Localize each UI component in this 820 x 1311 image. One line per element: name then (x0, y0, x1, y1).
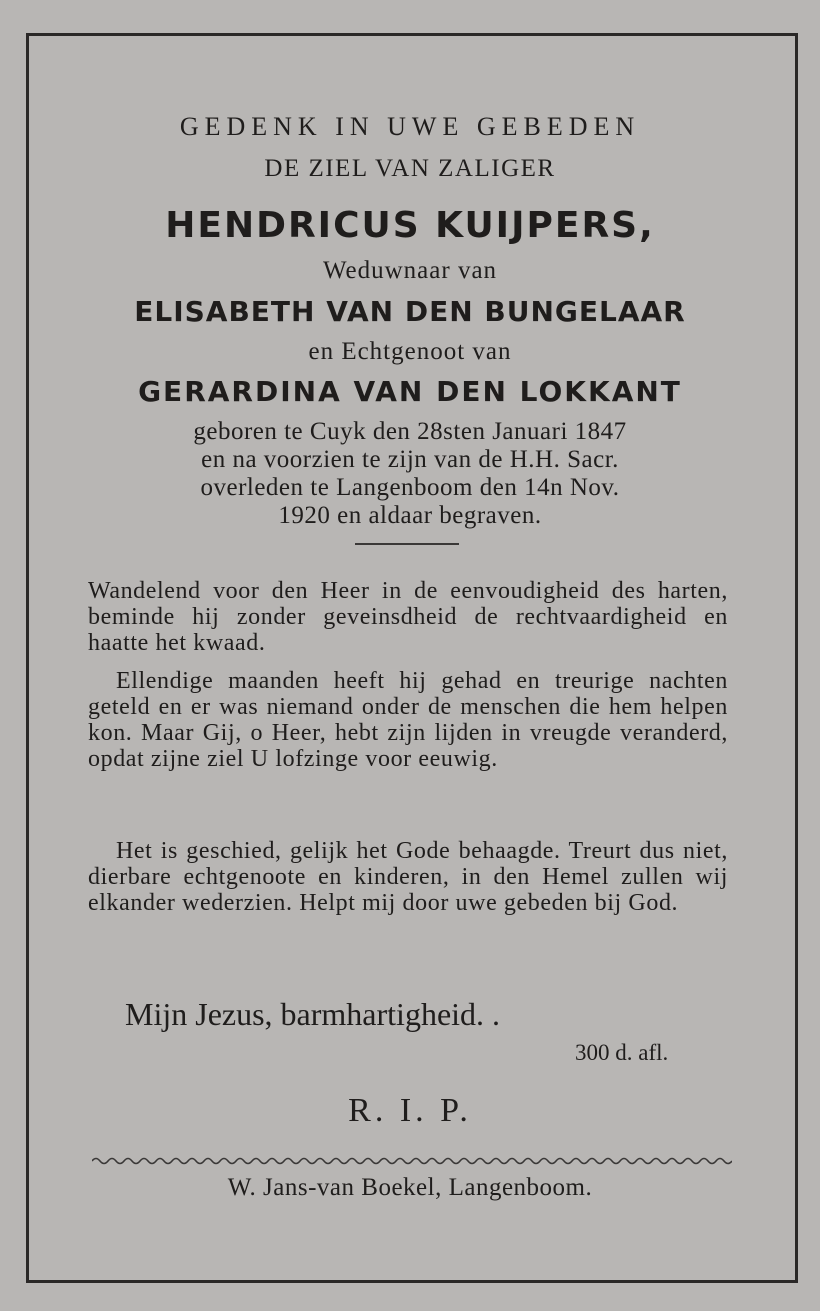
heading-soul: DE ZIEL VAN ZALIGER (264, 155, 556, 182)
rip-closing: R. I. P. (348, 1092, 472, 1129)
verse-paragraph: Het is geschied, gelijk het Gode behaagde. Treurt dus niet, dierbare echtgenoote en kinderen, in den Hemel zullen wij elkander wederzien. Helpt mij door uwe gebeden bij God. (88, 838, 728, 916)
biography-line: geboren te Cuyk den 28sten Januari 1847 (193, 418, 627, 445)
indulgence-note: 300 d. afl. (575, 1040, 669, 1065)
wavy-divider (92, 1154, 732, 1168)
verse-paragraph: Wandelend voor den Heer in de eenvoudigheid des harten, beminde hij zonder geveinsdheid de rechtvaardigheid en haatte het kwaad. (88, 578, 728, 656)
biography-line: 1920 en aldaar begraven. (278, 502, 542, 529)
second-wife-name: GERARDINA VAN DEN LOKKANT (138, 375, 682, 408)
widower-of-label: Weduwnaar van (322, 257, 498, 284)
divider (355, 543, 459, 545)
spouse-of-label: en Echtgenoot van (308, 338, 512, 365)
heading-pray: GEDENK IN UWE GEBEDEN (179, 112, 641, 141)
biography-line: en na voorzien te zijn van de H.H. Sacr. (201, 446, 619, 473)
printer-credit: W. Jans-van Boekel, Langenboom. (227, 1174, 593, 1201)
verse-paragraph: Ellendige maanden heeft hij gehad en treurige nachten geteld en er was niemand onder de menschen die hem helpen kon. Maar Gij, o Heer, hebt zijn lijden in vreugde veranderd, opdat zijne ziel U lofzinge voor eeuwig. (88, 668, 728, 772)
deceased-name: HENDRICUS KUIJPERS, (165, 205, 655, 246)
prayer-line: Mijn Jezus, barmhartigheid. . (125, 996, 501, 1032)
biography-line: overleden te Langenboom den 14n Nov. (200, 474, 620, 501)
biography (0, 418, 820, 530)
first-wife-name: ELISABETH VAN DEN BUNGELAAR (134, 295, 686, 328)
